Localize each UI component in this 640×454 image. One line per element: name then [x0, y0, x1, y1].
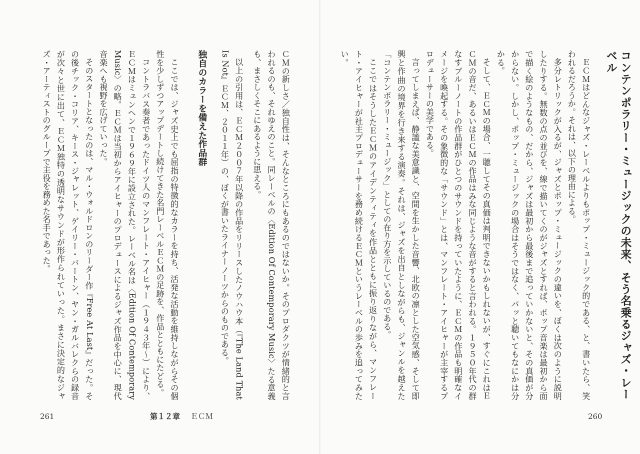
- paragraph: 多分レトリックが入るが、ジャズとポップ・ミュージックの違いを、ぼくは次のように説明したりする。無数の点の並びを、線で描いてくのがジャズとすれば、ポップ音楽は最初から面で描く絵のようなもの、だから、ジャズは最初から最後まで追っていかないと、その真価が分からない。しかし、ポップ・ミュージックの場合はそうではなく、パッと聴いてもなにかは分かる。: [496, 50, 564, 400]
- left-page: [40, 50, 302, 400]
- page-number-right: 260: [588, 412, 603, 421]
- paragraph: 以上の引用は、ＥＣＭ２００７年以降の作品をリリースしたノウハウ本（『The Land That Is Not』ＥＣＭ、２０１１年）の、ぼくが書いたライナーノーツからのものである。: [220, 50, 245, 400]
- right-page-text: [338, 50, 632, 400]
- paragraph: そのスタートとなったのは、マル・ウォルドロンのリーダー作『Free At Last』だった。その後チック・コリア、キース・ジャレット、ゲイリー・バートン、ヤン・ガルバレクらの録音が次々と世に出て、ＥＣＭ独特の透明なサウンドが形作られていった。まさに決定的なジャズ・アーティストのグループで主役を務めた名手であった。: [42, 50, 95, 400]
- page-gutter: [319, 0, 321, 454]
- quoted-passage: [251, 50, 294, 400]
- paragraph: ＥＣＭはどんなジャズ・レーベルよりもポップ・ミュージック的である、と、書いたら、笑われるだろうか。それは、以下の理由による。: [567, 50, 592, 400]
- quote-paragraph: ＣＭの新しさ／独自性は、そんなところにもあるのではないか。そのプロダクツが情緒的と言われるのも、それゆえのこと。同レーベルの〈Edition Of Contemporary Music〉たる意義も、まさしくそこにあるように思える。: [252, 50, 292, 400]
- page-number-left: 261: [40, 412, 55, 421]
- paragraph: 言ってしまえば、静謐な美意識と、空間を生かした音響、北欧の凛とした空気感、そして即興と作曲の境界を行き来する演奏。それは、ジャズを出自としながらも、ジャンルを越えた「コンテンポラリー・ミュージック」としての在り方を示しているのである。: [382, 50, 422, 400]
- right-page: [338, 50, 633, 400]
- running-footer: [150, 411, 213, 422]
- paragraph: ここではそうしたＥＣＭのアイデンティティを作品とともに振り返りながら、マンフレート・アイヒャーが社主プロデューサーを務め続けるＥＣＭというレーベルの歩みを追ってみたい。: [340, 50, 379, 400]
- paragraph: ここでは、ジャズ史上でも屈指の特徴的なカラーを持ち、活発な活動を維持しながらその個性を少しずつアップデートし続けてきた名門レーベルＥＣＭの足跡を、作品とともにたどる。: [155, 50, 181, 400]
- section-heading: コンテンポラリー・ミュージックの未来、そう名乗るジャズ・レーベル: [604, 50, 633, 400]
- left-page-text: [40, 50, 299, 400]
- paragraph: コントラバス奏者であったドイツ人のマンフレート・アイヒャー（１９４３年〜）により、ＥＣＭはミュンヘンで１９６９年に設立された。レーベル名は〈Edition Of Contemporary Music〉の略。ＥＣＭは当初からアイヒャーのプロデュースによるジャズ作品を中心に、現代音楽へも視野を広げていった。: [99, 50, 152, 400]
- sub-heading: 独自のカラーを備えた作品群: [196, 50, 207, 167]
- chapter-title: ＥＣＭ: [190, 412, 213, 421]
- paragraph: そして、ＥＣＭの場合、一聴してその真価は判明できないかもしれないが、すぐにこれはＥＣＭの音だ、あるいはＥＣＭの作品はみな同じような音がすると言われる。１９５０年代の群なすブルーノートの作品群がひとつのサウンドを持っていたように、ＥＣＭの作品も明確なイメージを喚起する。その象徴的な「サウンド」とは、マンフレート・アイヒャーが主宰するプロデューサーの美学である。: [425, 50, 493, 400]
- chapter-label: 第１２章: [150, 412, 180, 421]
